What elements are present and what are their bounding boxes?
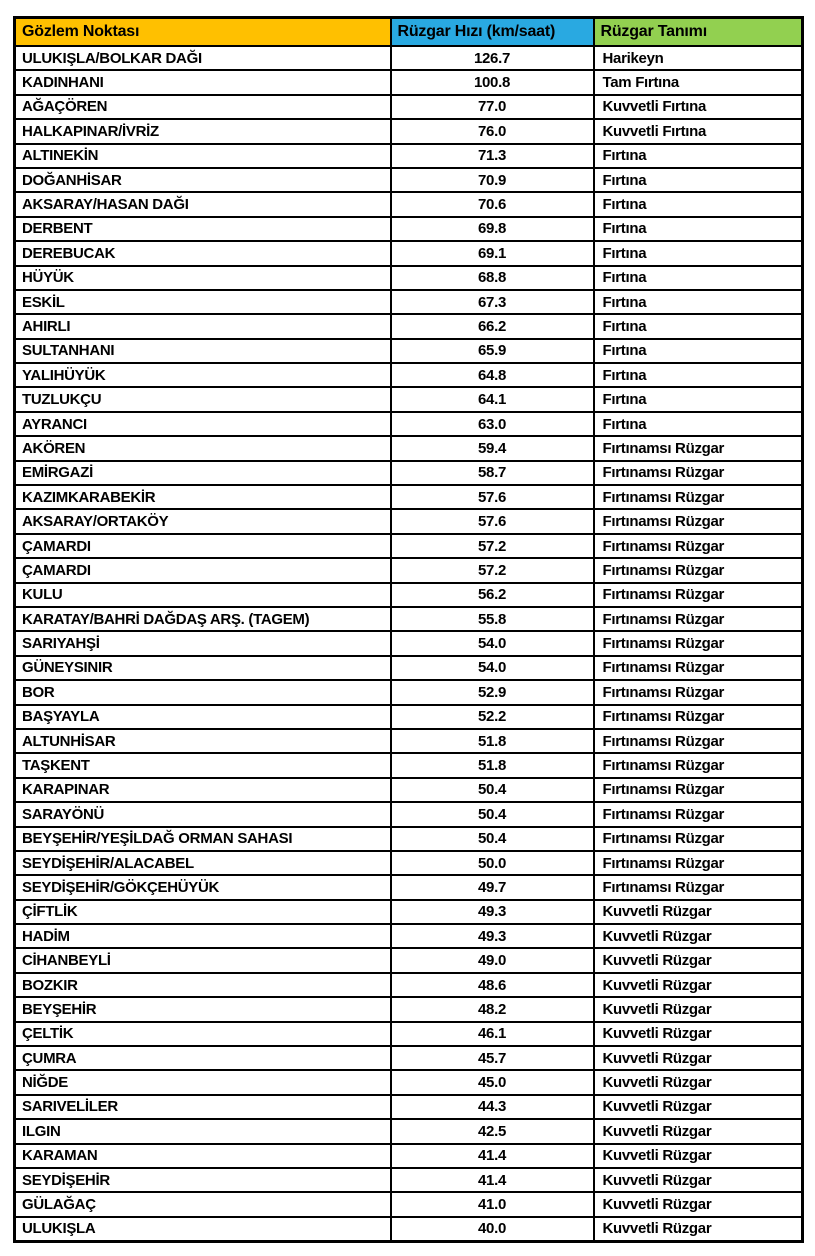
station-cell: BOR: [15, 680, 391, 704]
table-row: [15, 534, 803, 558]
wind-speed-cell: 49.3: [391, 924, 594, 948]
table-row: [15, 412, 803, 436]
station-cell: SEYDİŞEHİR/ALACABEL: [15, 851, 391, 875]
table-row: [15, 461, 803, 485]
table-row: [15, 900, 803, 924]
station-cell: EMİRGAZİ: [15, 461, 391, 485]
table-row: [15, 1070, 803, 1094]
wind-description-cell: Fırtınamsı Rüzgar: [594, 461, 803, 485]
station-cell: KAZIMKARABEKİR: [15, 485, 391, 509]
table-row: [15, 997, 803, 1021]
table-row: [15, 1095, 803, 1119]
wind-description-cell: Fırtına: [594, 217, 803, 241]
wind-speed-cell: 100.8: [391, 70, 594, 94]
station-cell: KARAPINAR: [15, 778, 391, 802]
station-cell: SEYDİŞEHİR: [15, 1168, 391, 1192]
table-row: [15, 656, 803, 680]
table-row: [15, 583, 803, 607]
table-row: [15, 1119, 803, 1143]
wind-description-cell: Kuvvetli Rüzgar: [594, 1070, 803, 1094]
wind-speed-cell: 49.0: [391, 948, 594, 972]
wind-description-cell: Kuvvetli Rüzgar: [594, 1022, 803, 1046]
wind-description-cell: Fırtına: [594, 314, 803, 338]
station-cell: AYRANCI: [15, 412, 391, 436]
wind-speed-cell: 51.8: [391, 753, 594, 777]
table-row: [15, 851, 803, 875]
wind-speed-cell: 45.0: [391, 1070, 594, 1094]
wind-speed-table: [13, 16, 804, 1243]
station-cell: ÇAMARDI: [15, 534, 391, 558]
wind-description-cell: Fırtına: [594, 241, 803, 265]
wind-speed-cell: 77.0: [391, 95, 594, 119]
station-cell: AKÖREN: [15, 436, 391, 460]
station-cell: ÇUMRA: [15, 1046, 391, 1070]
table-row: [15, 973, 803, 997]
wind-description-cell: Fırtınamsı Rüzgar: [594, 753, 803, 777]
wind-description-cell: Fırtınamsı Rüzgar: [594, 705, 803, 729]
wind-description-cell: Kuvvetli Rüzgar: [594, 924, 803, 948]
wind-speed-cell: 52.9: [391, 680, 594, 704]
wind-description-cell: Fırtınamsı Rüzgar: [594, 436, 803, 460]
wind-speed-cell: 50.4: [391, 802, 594, 826]
wind-speed-cell: 57.2: [391, 534, 594, 558]
table-row: [15, 729, 803, 753]
wind-description-cell: Kuvvetli Rüzgar: [594, 948, 803, 972]
station-cell: BEYŞEHİR/YEŞİLDAĞ ORMAN SAHASI: [15, 827, 391, 851]
wind-speed-cell: 69.8: [391, 217, 594, 241]
wind-speed-cell: 55.8: [391, 607, 594, 631]
wind-description-cell: Kuvvetli Rüzgar: [594, 1192, 803, 1216]
wind-speed-cell: 65.9: [391, 339, 594, 363]
table-row: [15, 802, 803, 826]
wind-speed-cell: 48.2: [391, 997, 594, 1021]
wind-speed-cell: 57.6: [391, 509, 594, 533]
station-cell: SARIYAHŞİ: [15, 631, 391, 655]
station-cell: ALTUNHİSAR: [15, 729, 391, 753]
wind-speed-cell: 50.4: [391, 827, 594, 851]
station-cell: HALKAPINAR/İVRİZ: [15, 119, 391, 143]
station-cell: KULU: [15, 583, 391, 607]
wind-description-cell: Fırtınamsı Rüzgar: [594, 778, 803, 802]
wind-speed-cell: 64.1: [391, 387, 594, 411]
station-cell: BEYŞEHİR: [15, 997, 391, 1021]
table-row: [15, 485, 803, 509]
table-row: [15, 607, 803, 631]
station-cell: SARIVELİLER: [15, 1095, 391, 1119]
wind-description-cell: Fırtına: [594, 363, 803, 387]
wind-description-cell: Kuvvetli Rüzgar: [594, 1119, 803, 1143]
table-row: [15, 266, 803, 290]
table-row: [15, 948, 803, 972]
table-row: [15, 631, 803, 655]
wind-description-cell: Fırtına: [594, 339, 803, 363]
table-row: [15, 509, 803, 533]
station-cell: TUZLUKÇU: [15, 387, 391, 411]
wind-speed-cell: 41.0: [391, 1192, 594, 1216]
wind-speed-cell: 67.3: [391, 290, 594, 314]
wind-description-cell: Kuvvetli Rüzgar: [594, 1217, 803, 1242]
wind-description-cell: Fırtınamsı Rüzgar: [594, 875, 803, 899]
station-cell: ÇELTİK: [15, 1022, 391, 1046]
header-ruzgar-hizi: Rüzgar Hızı (km/saat): [391, 18, 594, 47]
wind-description-cell: Kuvvetli Rüzgar: [594, 1095, 803, 1119]
wind-description-cell: Fırtınamsı Rüzgar: [594, 583, 803, 607]
wind-description-cell: Fırtınamsı Rüzgar: [594, 558, 803, 582]
table-row: [15, 753, 803, 777]
wind-speed-cell: 64.8: [391, 363, 594, 387]
header-row: [15, 18, 803, 47]
wind-description-cell: Fırtına: [594, 412, 803, 436]
table-row: [15, 363, 803, 387]
wind-speed-cell: 66.2: [391, 314, 594, 338]
station-cell: HÜYÜK: [15, 266, 391, 290]
wind-description-cell: Kuvvetli Rüzgar: [594, 1144, 803, 1168]
wind-description-cell: Fırtına: [594, 266, 803, 290]
wind-speed-cell: 56.2: [391, 583, 594, 607]
station-cell: AĞAÇÖREN: [15, 95, 391, 119]
station-cell: ÇAMARDI: [15, 558, 391, 582]
table-row: [15, 144, 803, 168]
table-row: [15, 339, 803, 363]
wind-description-cell: Fırtınamsı Rüzgar: [594, 485, 803, 509]
wind-description-cell: Kuvvetli Rüzgar: [594, 1168, 803, 1192]
table-row: [15, 827, 803, 851]
wind-description-cell: Fırtınamsı Rüzgar: [594, 827, 803, 851]
wind-speed-cell: 57.2: [391, 558, 594, 582]
station-cell: SEYDİŞEHİR/GÖKÇEHÜYÜK: [15, 875, 391, 899]
wind-speed-cell: 69.1: [391, 241, 594, 265]
wind-speed-cell: 41.4: [391, 1168, 594, 1192]
wind-speed-cell: 45.7: [391, 1046, 594, 1070]
wind-description-cell: Fırtınamsı Rüzgar: [594, 802, 803, 826]
wind-description-cell: Kuvvetli Fırtına: [594, 95, 803, 119]
table-row: [15, 1144, 803, 1168]
wind-description-cell: Fırtınamsı Rüzgar: [594, 534, 803, 558]
wind-speed-cell: 40.0: [391, 1217, 594, 1242]
wind-description-cell: Fırtına: [594, 168, 803, 192]
wind-description-cell: Fırtınamsı Rüzgar: [594, 851, 803, 875]
wind-speed-cell: 49.7: [391, 875, 594, 899]
wind-speed-cell: 44.3: [391, 1095, 594, 1119]
wind-description-cell: Fırtına: [594, 387, 803, 411]
table-row: [15, 778, 803, 802]
wind-description-cell: Kuvvetli Rüzgar: [594, 997, 803, 1021]
table-row: [15, 314, 803, 338]
station-cell: AKSARAY/HASAN DAĞI: [15, 192, 391, 216]
station-cell: GÜLAĞAÇ: [15, 1192, 391, 1216]
table-row: [15, 387, 803, 411]
wind-description-cell: Fırtına: [594, 290, 803, 314]
station-cell: ÇİFTLİK: [15, 900, 391, 924]
wind-description-cell: Fırtınamsı Rüzgar: [594, 607, 803, 631]
station-cell: ILGIN: [15, 1119, 391, 1143]
table-row: [15, 1046, 803, 1070]
wind-speed-cell: 50.0: [391, 851, 594, 875]
wind-speed-cell: 54.0: [391, 656, 594, 680]
table-row: [15, 680, 803, 704]
header-ruzgar-tanimi: Rüzgar Tanımı: [594, 18, 803, 47]
station-cell: DOĞANHİSAR: [15, 168, 391, 192]
wind-speed-cell: 63.0: [391, 412, 594, 436]
wind-description-cell: Kuvvetli Rüzgar: [594, 900, 803, 924]
table-row: [15, 217, 803, 241]
table-row: [15, 1192, 803, 1216]
wind-speed-cell: 126.7: [391, 46, 594, 70]
wind-description-cell: Fırtınamsı Rüzgar: [594, 680, 803, 704]
station-cell: CİHANBEYLİ: [15, 948, 391, 972]
wind-description-cell: Fırtına: [594, 144, 803, 168]
table-row: [15, 1022, 803, 1046]
table-row: [15, 119, 803, 143]
wind-speed-cell: 70.9: [391, 168, 594, 192]
wind-speed-cell: 76.0: [391, 119, 594, 143]
wind-description-cell: Fırtına: [594, 192, 803, 216]
station-cell: ALTINEKİN: [15, 144, 391, 168]
wind-speed-cell: 54.0: [391, 631, 594, 655]
table-row: [15, 875, 803, 899]
wind-speed-cell: 49.3: [391, 900, 594, 924]
wind-speed-cell: 50.4: [391, 778, 594, 802]
wind-description-cell: Kuvvetli Fırtına: [594, 119, 803, 143]
station-cell: ESKİL: [15, 290, 391, 314]
table-row: [15, 70, 803, 94]
station-cell: YALIHÜYÜK: [15, 363, 391, 387]
station-cell: NİĞDE: [15, 1070, 391, 1094]
wind-description-cell: Fırtınamsı Rüzgar: [594, 631, 803, 655]
wind-speed-cell: 46.1: [391, 1022, 594, 1046]
wind-description-cell: Kuvvetli Rüzgar: [594, 973, 803, 997]
table-row: [15, 1217, 803, 1242]
wind-speed-cell: 41.4: [391, 1144, 594, 1168]
station-cell: BAŞYAYLA: [15, 705, 391, 729]
station-cell: SULTANHANI: [15, 339, 391, 363]
station-cell: SARAYÖNÜ: [15, 802, 391, 826]
wind-description-cell: Fırtınamsı Rüzgar: [594, 729, 803, 753]
wind-description-cell: Harikeyn: [594, 46, 803, 70]
wind-speed-cell: 70.6: [391, 192, 594, 216]
table-row: [15, 924, 803, 948]
header-gozlem-noktasi: Gözlem Noktası: [15, 18, 391, 47]
station-cell: AKSARAY/ORTAKÖY: [15, 509, 391, 533]
station-cell: DEREBUCAK: [15, 241, 391, 265]
wind-speed-cell: 68.8: [391, 266, 594, 290]
wind-speed-cell: 71.3: [391, 144, 594, 168]
wind-speed-cell: 42.5: [391, 1119, 594, 1143]
station-cell: KARAMAN: [15, 1144, 391, 1168]
station-cell: HADİM: [15, 924, 391, 948]
wind-speed-cell: 48.6: [391, 973, 594, 997]
table-row: [15, 436, 803, 460]
station-cell: KARATAY/BAHRİ DAĞDAŞ ARŞ. (TAGEM): [15, 607, 391, 631]
wind-description-cell: Tam Fırtına: [594, 70, 803, 94]
wind-speed-cell: 51.8: [391, 729, 594, 753]
station-cell: BOZKIR: [15, 973, 391, 997]
wind-description-cell: Kuvvetli Rüzgar: [594, 1046, 803, 1070]
table-row: [15, 1168, 803, 1192]
station-cell: ULUKIŞLA/BOLKAR DAĞI: [15, 46, 391, 70]
table-row: [15, 95, 803, 119]
wind-speed-cell: 57.6: [391, 485, 594, 509]
table-row: [15, 46, 803, 70]
wind-speed-cell: 58.7: [391, 461, 594, 485]
wind-description-cell: Fırtınamsı Rüzgar: [594, 656, 803, 680]
table-row: [15, 168, 803, 192]
table-row: [15, 290, 803, 314]
station-cell: KADINHANI: [15, 70, 391, 94]
table-row: [15, 192, 803, 216]
station-cell: AHIRLI: [15, 314, 391, 338]
station-cell: GÜNEYSINIR: [15, 656, 391, 680]
table-row: [15, 558, 803, 582]
wind-speed-cell: 59.4: [391, 436, 594, 460]
table-row: [15, 705, 803, 729]
station-cell: ULUKIŞLA: [15, 1217, 391, 1242]
station-cell: TAŞKENT: [15, 753, 391, 777]
table-row: [15, 241, 803, 265]
wind-description-cell: Fırtınamsı Rüzgar: [594, 509, 803, 533]
table-body: [15, 46, 803, 1242]
station-cell: DERBENT: [15, 217, 391, 241]
wind-speed-cell: 52.2: [391, 705, 594, 729]
